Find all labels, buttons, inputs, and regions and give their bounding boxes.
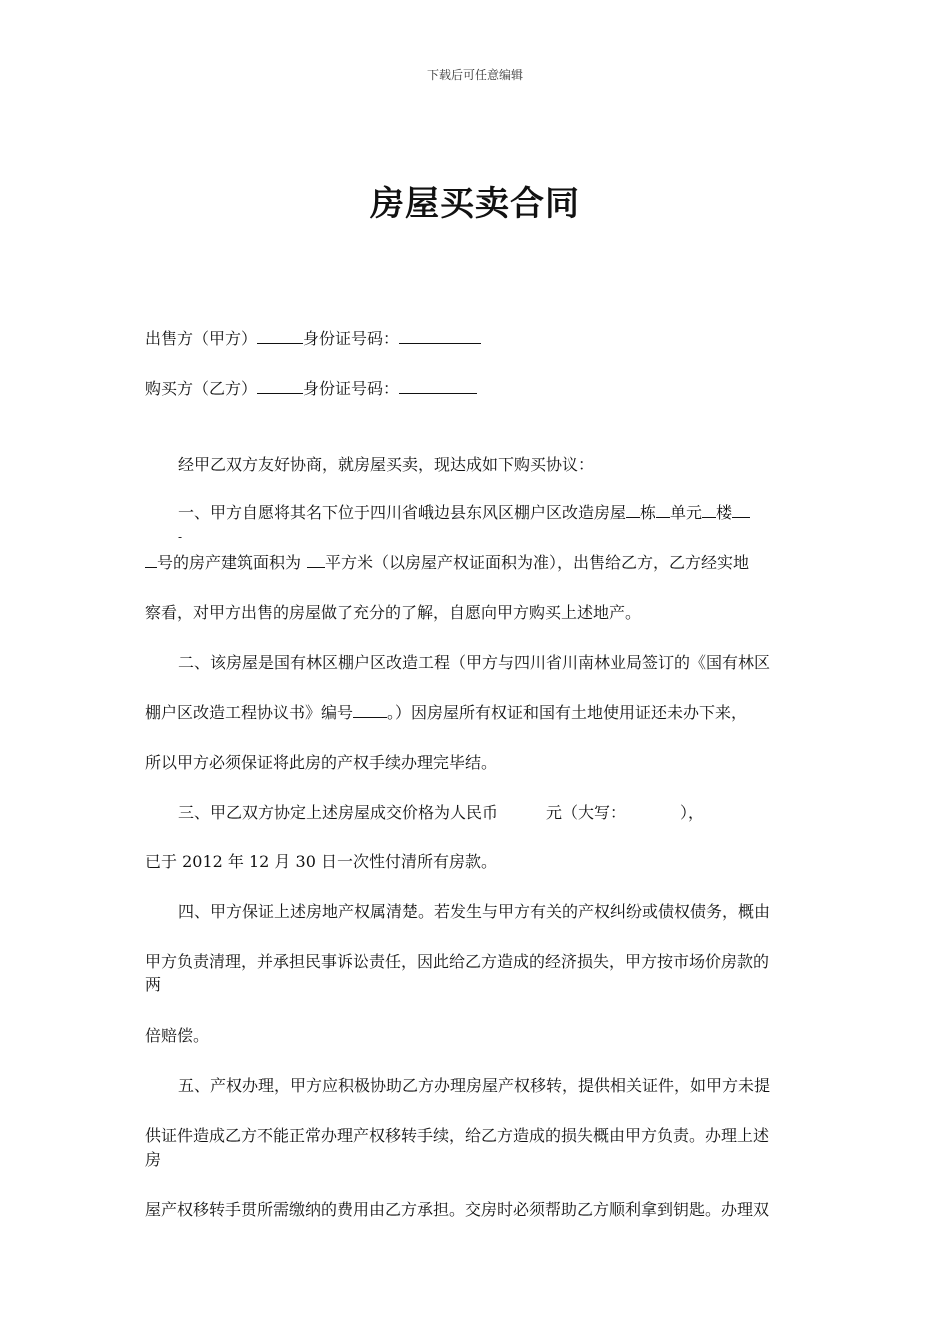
clause-1-line-2 (145, 550, 749, 573)
clause-2-line-1: 二、该房屋是国有林区棚户区改造工程（甲方与四川省川南林业局签订的《国有林区 (178, 653, 771, 672)
clause-1-text-a: 一、甲方自愿将其名下位于四川省峨边县东风区棚户区改造房屋 (178, 503, 627, 522)
clause-1-text-c: 单元 (670, 503, 703, 522)
clause-3-text-b: 元（大写： (546, 803, 627, 822)
buyer-label: 购买方（乙方） (145, 379, 258, 398)
number-blank-end (145, 553, 157, 568)
clause-1-line-1 (178, 500, 750, 523)
area-blank (307, 553, 325, 568)
clause-3-line-2: 已于 2012 年 12 月 30 日一次性付清所有房款。 (145, 852, 497, 871)
buyer-name-blank (257, 379, 303, 394)
number-blank-start (732, 503, 750, 518)
clause-1-text-b: 栋 (640, 503, 657, 522)
clause-1-text-d: 楼 (716, 503, 733, 522)
clause-2-text-a: 棚户区改造工程协议书》编号 (145, 703, 354, 722)
seller-label: 出售方（甲方） (145, 329, 258, 348)
clause-3-text-c: ）， (680, 803, 705, 822)
seller-name-blank (257, 329, 303, 344)
clause-2-line-2 (145, 700, 747, 723)
clause-1-dash: - (178, 530, 183, 544)
clause-5-line-4: 屋产权移转手贯所需缴纳的费用由乙方承担。交房时必须帮助乙方顺利拿到钥匙。办理双 (145, 1200, 770, 1219)
clause-1-line-3: 察看，对甲方出售的房屋做了充分的了解，自愿向甲方购买上述地产。 (145, 603, 642, 622)
clause-4-line-2: 甲方负责清理，并承担民事诉讼责任，因此给乙方造成的经济损失，甲方按市场价房款的 (145, 952, 770, 971)
page-header-note: 下载后可任意编辑 (426, 68, 523, 82)
clause-5-line-1: 五、产权办理，甲方应积极协助乙方办理房屋产权移转，提供相关证件，如甲方未提 (178, 1076, 771, 1095)
buyer-line (145, 376, 477, 399)
clause-4-line-4: 倍赔偿。 (145, 1026, 210, 1045)
clause-1-text-e: 号的房产建筑面积为 (157, 553, 302, 572)
clause-4-line-3: 两 (145, 975, 162, 994)
seller-id-label: 身份证号码： (303, 329, 400, 348)
clause-1-text-f: 平方米（以房屋产权证面积为准），出售给乙方，乙方经实地 (325, 553, 750, 572)
buyer-id-blank (399, 379, 477, 394)
intro-paragraph: 经甲乙双方友好协商，就房屋买卖，现达成如下购买协议： (178, 455, 595, 474)
buyer-id-label: 身份证号码： (303, 379, 400, 398)
clause-5-line-2: 供证件造成乙方不能正常办理产权移转手续，给乙方造成的损失概由甲方负责。办理上述 (145, 1126, 770, 1145)
clause-2-text-b: 。）因房屋所有权证和国有土地使用证还未办下来， (387, 703, 748, 722)
clause-3-text-a: 三、甲乙双方协定上述房屋成交价格为人民币 (178, 803, 499, 822)
building-blank (626, 503, 640, 518)
unit-blank (656, 503, 670, 518)
contract-title: 房屋买卖合同 (370, 184, 580, 224)
seller-id-blank (399, 329, 481, 344)
floor-blank (702, 503, 716, 518)
seller-line (145, 326, 481, 349)
agreement-number-blank (353, 703, 387, 718)
clause-5-line-3: 房 (145, 1150, 162, 1169)
clause-2-line-3: 所以甲方必须保证将此房的产权手续办理完毕结。 (145, 753, 498, 772)
clause-3-line-1 (178, 800, 704, 823)
clause-4-line-1: 四、甲方保证上述房地产权属清楚。若发生与甲方有关的产权纠纷或债权债务，概由 (178, 902, 771, 921)
